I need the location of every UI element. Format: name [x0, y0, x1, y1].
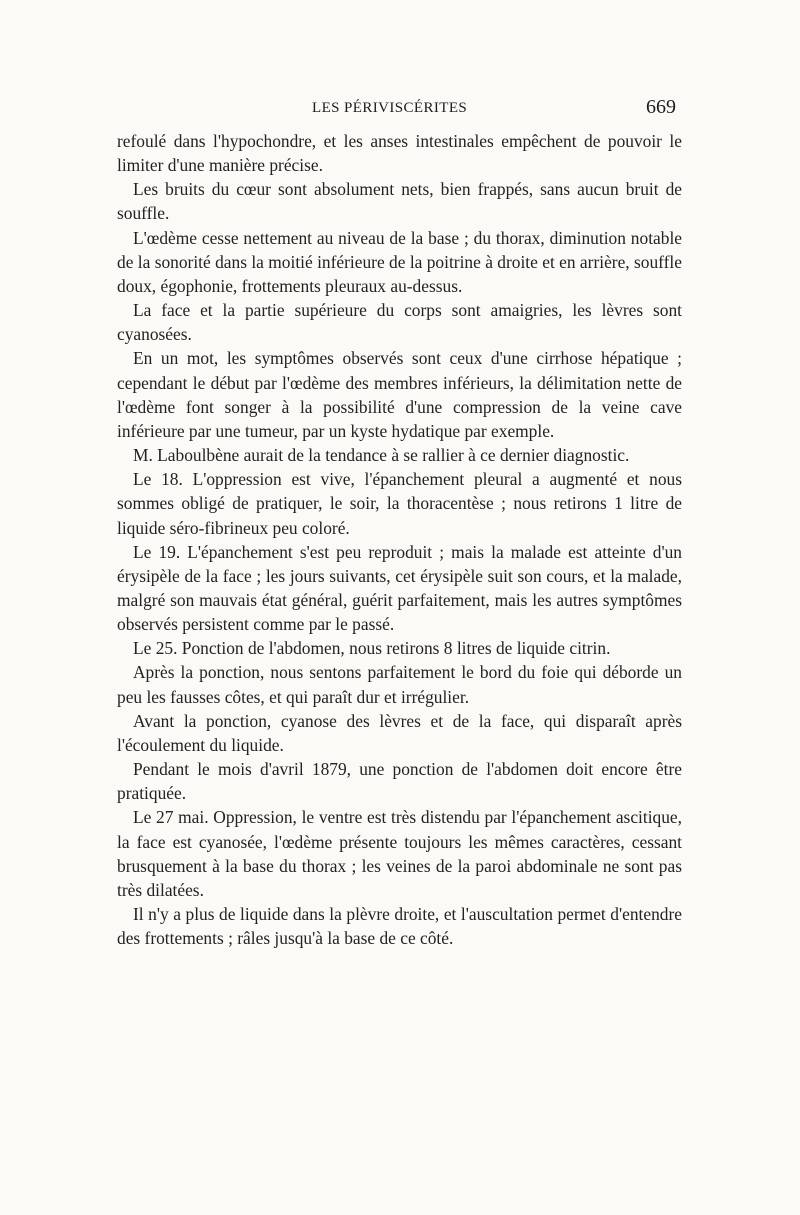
- running-title: LES PÉRIVISCÉRITES: [312, 100, 468, 116]
- paragraph: L'œdème cesse nettement au niveau de la base ; du thorax, diminution notable de la sonorité dans la moitié inférieure de la poitrine à droite et en arrière, souffle doux, égophonie, frottements pleuraux au-dessus.: [117, 227, 682, 296]
- page-number: 669: [646, 96, 676, 118]
- paragraph: Il n'y a plus de liquide dans la plèvre droite, et l'auscultation permet d'entendre des frottements ; râles jusqu'à la base de ce côté.: [117, 904, 682, 949]
- paragraph: Après la ponction, nous sentons parfaitement le bord du foie qui déborde un peu les fausses côtes, et qui paraît dur et irrégulier.: [117, 662, 682, 707]
- page-header: [117, 96, 682, 122]
- paragraph: La face et la partie supérieure du corps sont amaigries, les lèvres sont cyanosées.: [117, 300, 682, 345]
- paragraph: Le 27 mai. Oppression, le ventre est très distendu par l'épanchement ascitique, la face est cyanosée, l'œdème présente toujours les mêmes caractères, cessant brusquement à la base du thorax ; les veines de la paroi abdominale ne sont pas très dilatées.: [117, 807, 682, 900]
- paragraph: Les bruits du cœur sont absolument nets, bien frappés, sans aucun bruit de souffle.: [117, 179, 682, 224]
- paragraph: Pendant le mois d'avril 1879, une ponction de l'abdomen doit encore être pratiquée.: [117, 759, 682, 804]
- paragraph: Avant la ponction, cyanose des lèvres et de la face, qui disparaît après l'écoulement du liquide.: [117, 710, 682, 755]
- paragraph: refoulé dans l'hypochondre, et les anses intestinales empêchent de pouvoir le limiter d'une manière précise.: [117, 131, 682, 176]
- paragraph: Le 19. L'épanchement s'est peu reproduit ; mais la malade est atteinte d'un érysipèle de la face ; les jours suivants, cet érysipèle suit son cours, et la malade, malgré son mauvais état général, guérit parfaitement, mais les autres symptômes observés persistent comme par le passé.: [117, 541, 682, 635]
- paragraph: M. Laboulbène aurait de la tendance à se rallier à ce dernier diagnostic.: [133, 445, 630, 466]
- paragraph: En un mot, les symptômes observés sont ceux d'une cirrhose hépatique ; cependant le début par l'œdème des membres inférieurs, la délimitation nette de l'œdème font songer à la possibilité d'une compression de la veine cave inférieure par une tumeur, par un kyste hydatique par exemple.: [117, 348, 682, 441]
- paragraph: Le 25. Ponction de l'abdomen, nous retirons 8 litres de liquide citrin.: [133, 638, 611, 659]
- body-text: [117, 129, 682, 950]
- paragraph: Le 18. L'oppression est vive, l'épanchement pleural a augmenté et nous sommes obligé de pratiquer, le soir, la thoracentèse ; nous retirons 1 litre de liquide séro-fibrineux peu coloré.: [117, 469, 682, 538]
